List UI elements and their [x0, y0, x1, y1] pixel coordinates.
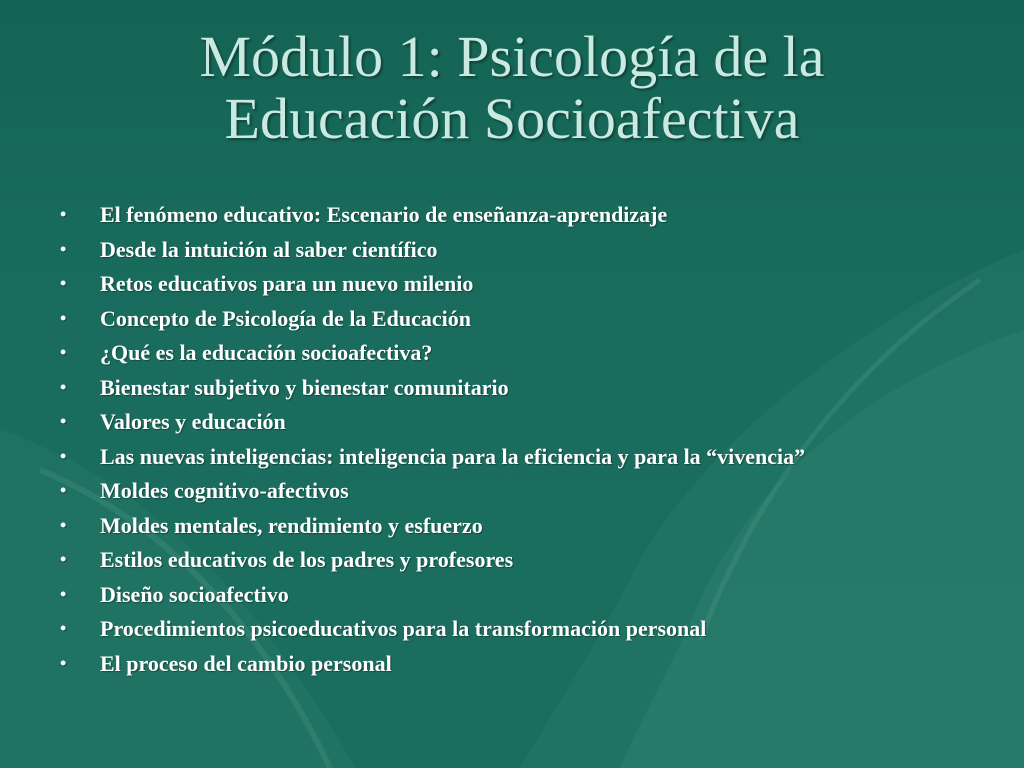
bullet-text: Estilos educativos de los padres y profesores	[100, 547, 514, 572]
bullet-dot-icon: •	[60, 618, 67, 638]
bullet-text: El fenómeno educativo: Escenario de enseñanza-aprendizaje	[100, 202, 668, 227]
bullet-item	[60, 547, 920, 572]
bullet-dot-icon: •	[60, 342, 67, 362]
bullet-item	[60, 237, 920, 262]
bullet-dot-icon: •	[60, 238, 67, 259]
title-line-1: Módulo 1: Psicología de la	[199, 24, 825, 89]
bullet-dot-icon: •	[60, 549, 67, 569]
bullet-text: ¿Qué es la educación socioafectiva?	[100, 340, 433, 365]
bullet-item	[60, 582, 920, 607]
bullet-dot-icon: •	[60, 583, 67, 604]
bullet-item	[60, 513, 920, 538]
bullet-text: Moldes cognitivo-afectivos	[100, 478, 349, 503]
bullet-text: Concepto de Psicología de la Educación	[100, 305, 471, 331]
bullet-text: Bienestar subjetivo y bienestar comunitario	[100, 374, 509, 400]
bullet-list	[60, 202, 920, 685]
bullet-item	[60, 478, 920, 503]
bullet-item	[60, 202, 920, 227]
bullet-text: Desde la intuición al saber científico	[100, 236, 438, 262]
bullet-item	[60, 409, 920, 434]
bullet-text: Moldes mentales, rendimiento y esfuerzo	[100, 512, 483, 538]
bullet-item	[60, 340, 920, 365]
bullet-dot-icon: •	[60, 480, 67, 500]
bullet-dot-icon: •	[60, 376, 67, 397]
bullet-item	[60, 444, 920, 469]
bullet-text: Valores y educación	[100, 409, 286, 434]
bullet-dot-icon: •	[60, 445, 67, 466]
bullet-text: Retos educativos para un nuevo milenio	[100, 271, 474, 296]
bullet-text: Procedimientos psicoeducativos para la transformación personal	[100, 616, 707, 641]
title-line-2: Educación Socioafectiva	[224, 86, 800, 151]
bullet-item	[60, 616, 920, 641]
bullet-text: Diseño socioafectivo	[100, 581, 289, 607]
bullet-text: El proceso del cambio personal	[100, 650, 392, 676]
bullet-dot-icon: •	[60, 273, 67, 293]
bullet-dot-icon: •	[60, 204, 67, 224]
bullet-dot-icon: •	[60, 652, 67, 673]
bullet-dot-icon: •	[60, 411, 67, 431]
bullet-dot-icon: •	[60, 514, 67, 535]
bullet-item	[60, 271, 920, 296]
bullet-text: Las nuevas inteligencias: inteligencia para la eficiencia y para la “vivencia”	[100, 443, 806, 469]
bullet-item	[60, 651, 920, 676]
slide-title	[62, 26, 962, 150]
bullet-dot-icon: •	[60, 307, 67, 328]
bullet-item	[60, 375, 920, 400]
bullet-item	[60, 306, 920, 331]
